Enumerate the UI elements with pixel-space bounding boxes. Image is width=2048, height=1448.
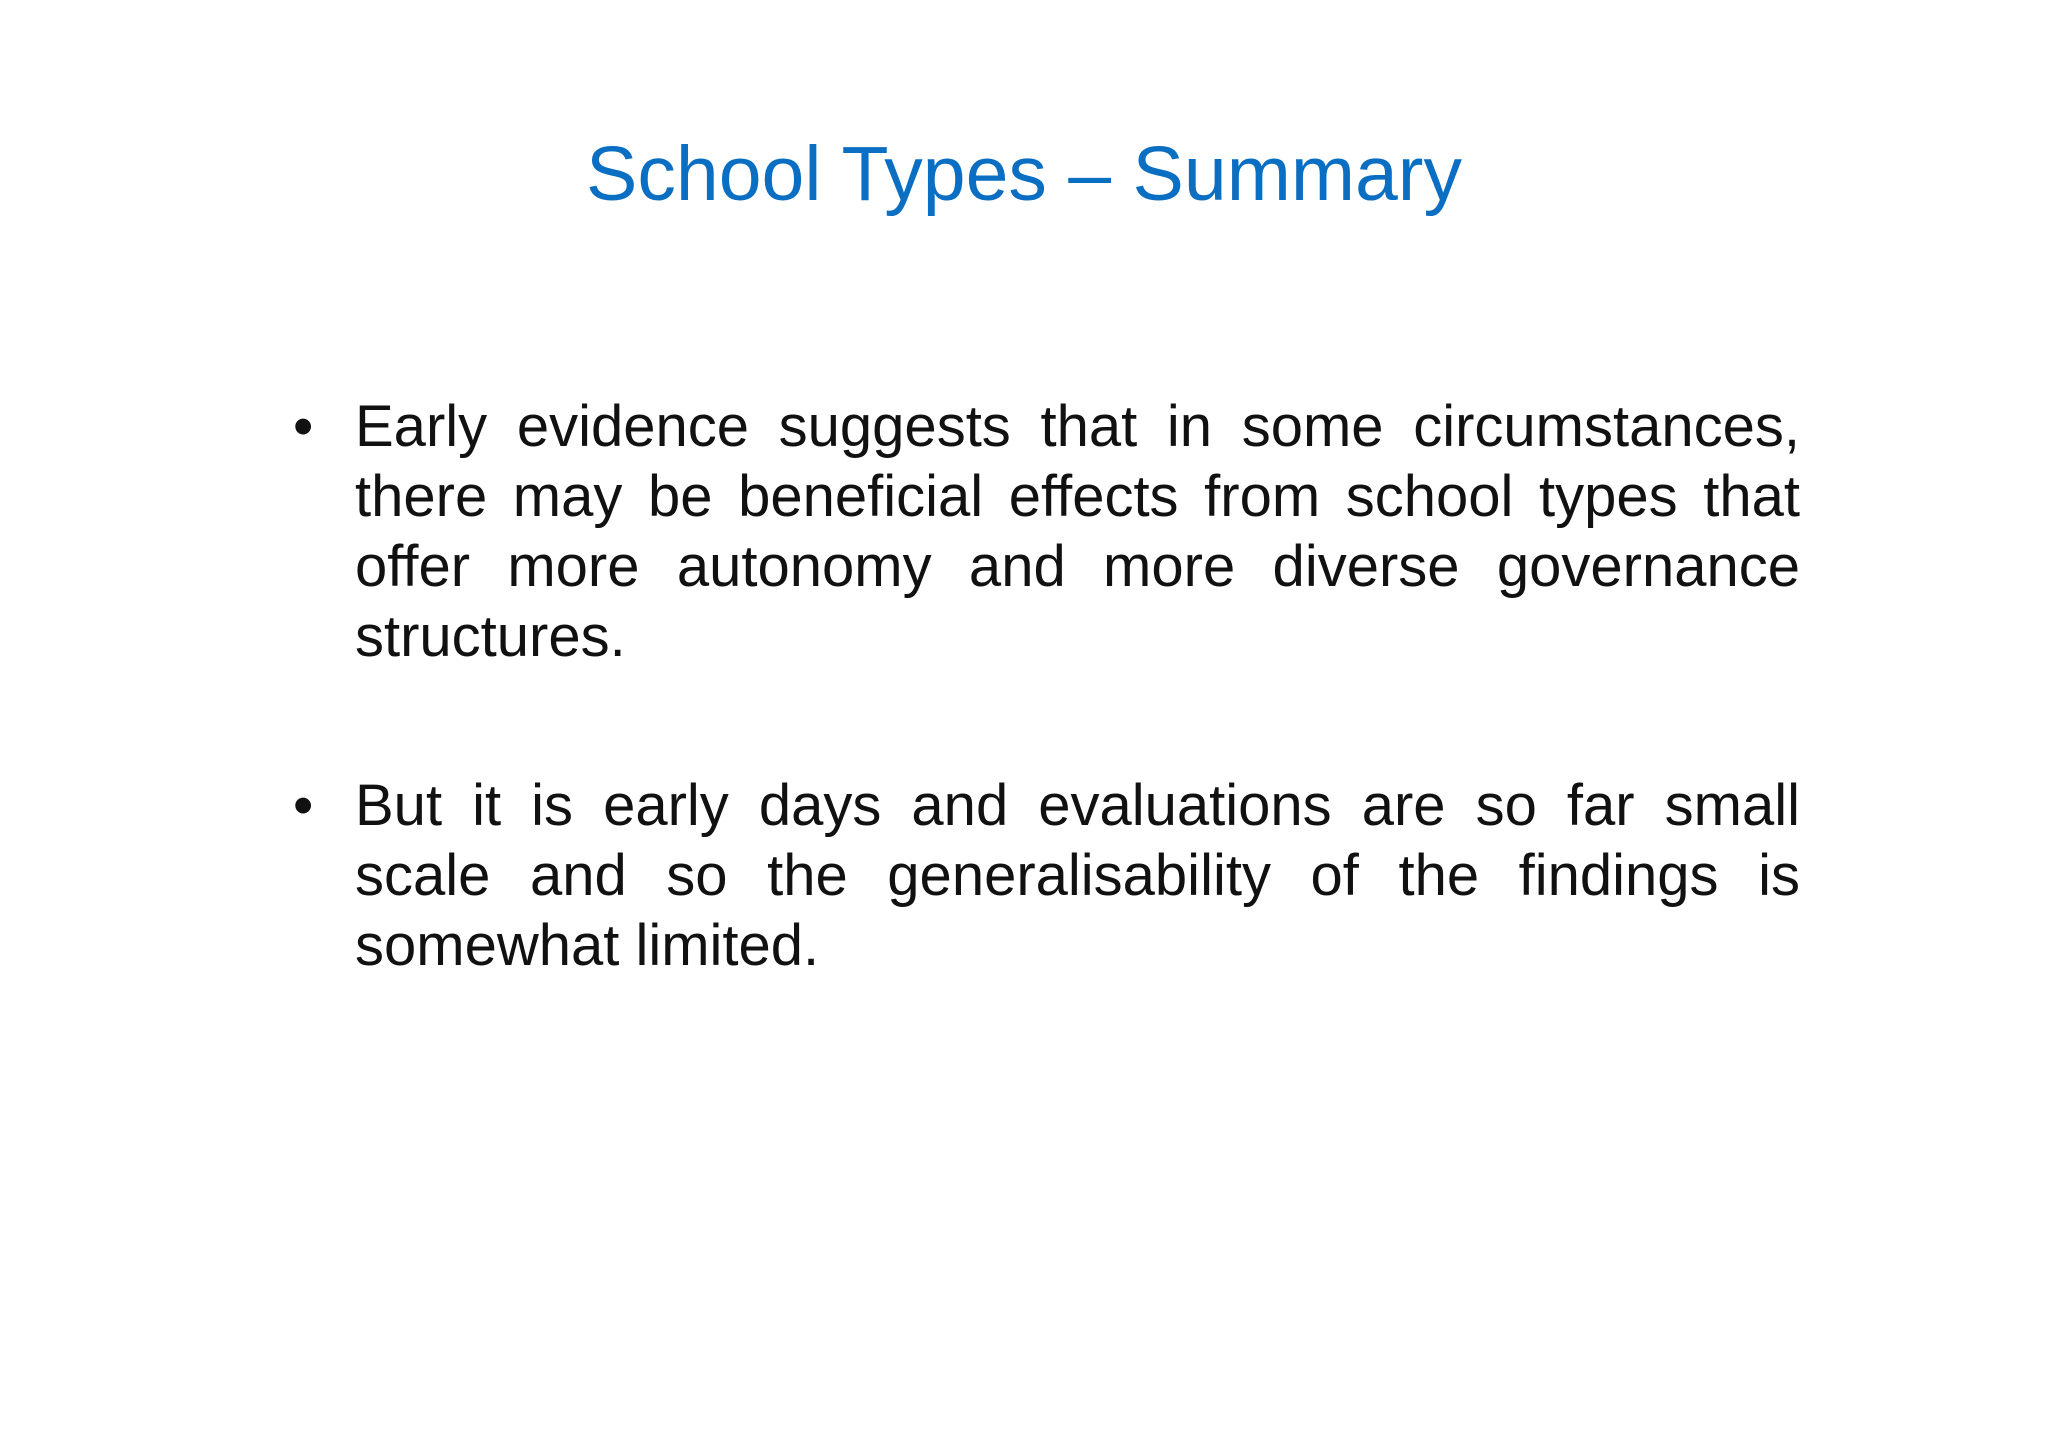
bullet-list [293,392,1800,1080]
bullet-icon: • [293,394,314,459]
bullet-item [293,392,1800,672]
bullet-icon: • [293,773,314,838]
bullet-item [293,771,1800,981]
bullet-text: Early evidence suggests that in some circumstances, there may be beneficial effects from school types that offer more autonomy and more diverse governance structures. [355,394,1800,669]
bullet-text: But it is early days and evaluations are so far small scale and so the generalisability of the findings is somewhat limited. [355,773,1800,978]
slide-title: School Types – Summary [586,131,1462,217]
